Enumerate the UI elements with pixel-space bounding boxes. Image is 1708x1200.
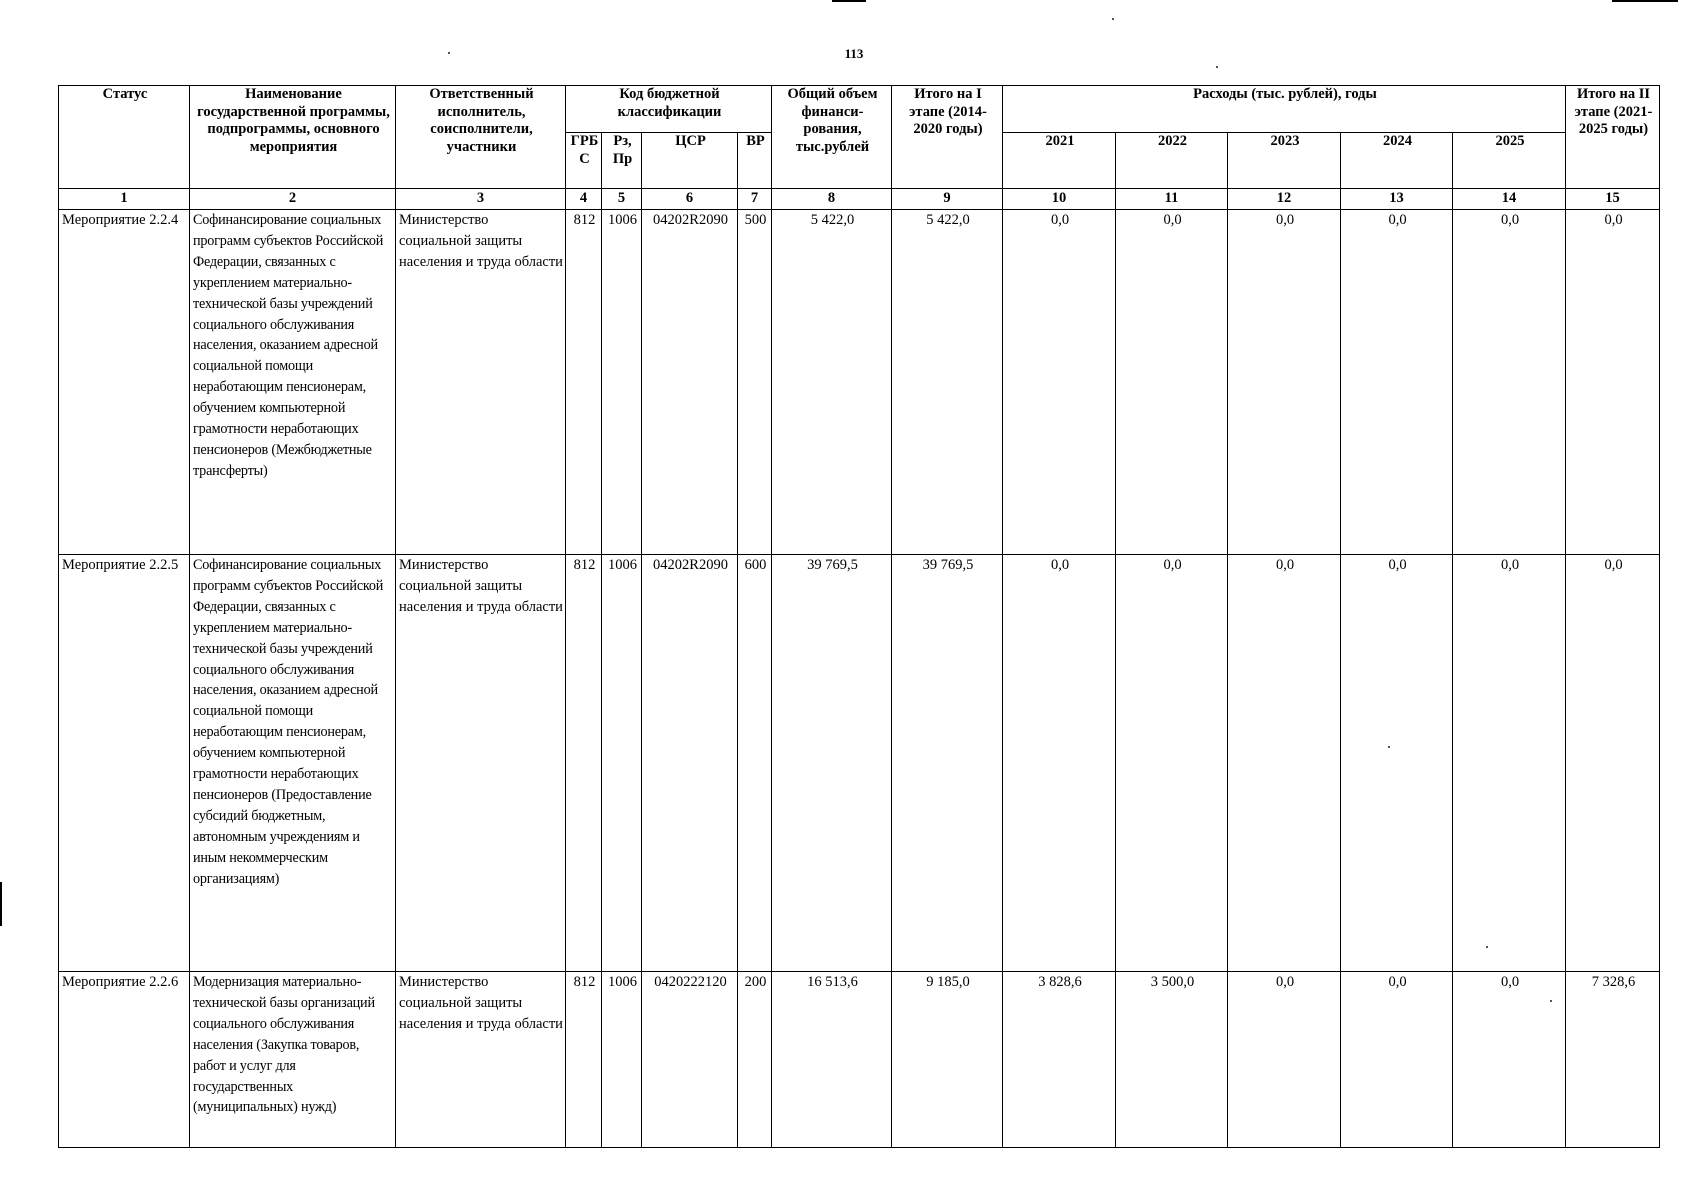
header-year-2021: 2021 — [1003, 133, 1116, 189]
row-vr: 600 — [738, 555, 772, 972]
column-number: 15 — [1566, 189, 1660, 210]
header-total-volume: Общий объем финанси-рования, тыс.рублей — [772, 86, 892, 189]
row-name: Софинансирование социальных программ субъектов Российской Федерации, связанных с укреплением материально-технической базы учреждений социального обслуживания населения, оказанием адресной социальной помощи неработающим пенсионерам, обучением компьютерной грамотности неработающих пенсионеров (Межбюджетные трансферты) — [190, 210, 396, 555]
column-number: 4 — [566, 189, 602, 210]
row-grbs: 812 — [566, 972, 602, 1148]
row-rzpr: 1006 — [602, 555, 642, 972]
column-number: 14 — [1453, 189, 1566, 210]
column-number: 13 — [1341, 189, 1453, 210]
scan-speck — [1112, 18, 1114, 20]
column-number: 10 — [1003, 189, 1116, 210]
row-2022: 3 500,0 — [1116, 972, 1228, 1148]
header-year-2025: 2025 — [1453, 133, 1566, 189]
header-year-2023: 2023 — [1228, 133, 1341, 189]
row-status: Мероприятие 2.2.4 — [59, 210, 190, 555]
header-csr: ЦСР — [642, 133, 738, 189]
row-csr: 0420222120 — [642, 972, 738, 1148]
row-name: Модернизация материально-технической базы организаций социального обслуживания населения (Закупка товаров, работ и услуг для государственных (муниципальных) нужд) — [190, 972, 396, 1148]
budget-table — [58, 85, 1660, 1148]
column-number: 7 — [738, 189, 772, 210]
row-2024: 0,0 — [1341, 210, 1453, 555]
row-2023: 0,0 — [1228, 972, 1341, 1148]
row-2025: 0,0 — [1453, 555, 1566, 972]
row-stage1: 39 769,5 — [892, 555, 1003, 972]
row-2021: 0,0 — [1003, 555, 1116, 972]
row-stage1: 5 422,0 — [892, 210, 1003, 555]
page-number: 113 — [844, 46, 864, 61]
row-executor: Министерство социальной защиты населения и труда области — [396, 555, 566, 972]
row-grbs: 812 — [566, 555, 602, 972]
header-executor: Ответственный исполнитель, соисполнители, участники — [396, 86, 566, 189]
row-rzpr: 1006 — [602, 210, 642, 555]
row-executor: Министерство социальной защиты населения и труда области — [396, 210, 566, 555]
column-number: 11 — [1116, 189, 1228, 210]
header-program-name: Наименование государственной программы, подпрограммы, основного мероприятия — [190, 86, 396, 189]
column-number: 12 — [1228, 189, 1341, 210]
column-number: 9 — [892, 189, 1003, 210]
column-number: 8 — [772, 189, 892, 210]
scan-speck — [1216, 66, 1218, 68]
column-number: 6 — [642, 189, 738, 210]
row-grbs: 812 — [566, 210, 602, 555]
row-2021: 0,0 — [1003, 210, 1116, 555]
row-2024: 0,0 — [1341, 555, 1453, 972]
header-budget-code: Код бюджетной классификации — [566, 86, 772, 133]
row-stage1: 9 185,0 — [892, 972, 1003, 1148]
row-stage2: 0,0 — [1566, 555, 1660, 972]
scan-edge-mark — [1612, 0, 1678, 2]
row-rzpr: 1006 — [602, 972, 642, 1148]
row-2023: 0,0 — [1228, 555, 1341, 972]
row-2021: 3 828,6 — [1003, 972, 1116, 1148]
scan-edge-mark — [0, 882, 2, 926]
row-2025: 0,0 — [1453, 210, 1566, 555]
column-number: 1 — [59, 189, 190, 210]
row-total: 16 513,6 — [772, 972, 892, 1148]
row-executor: Министерство социальной защиты населения и труда области — [396, 972, 566, 1148]
row-2023: 0,0 — [1228, 210, 1341, 555]
row-2025: 0,0 — [1453, 972, 1566, 1148]
row-2022: 0,0 — [1116, 210, 1228, 555]
table-row — [59, 972, 1660, 1148]
row-total: 5 422,0 — [772, 210, 892, 555]
row-name: Софинансирование социальных программ субъектов Российской Федерации, связанных с укреплением материально-технической базы учреждений социального обслуживания населения, оказанием адресной социальной помощи неработающим пенсионерам, обучением компьютерной грамотности неработающих пенсионеров (Предоставление субсидий бюджетным, автономным учреждениям и иным некоммерческим организациям) — [190, 555, 396, 972]
header-rzpr: Рз, Пр — [602, 133, 642, 189]
row-stage2: 0,0 — [1566, 210, 1660, 555]
column-number: 3 — [396, 189, 566, 210]
row-status: Мероприятие 2.2.6 — [59, 972, 190, 1148]
row-csr: 04202R2090 — [642, 210, 738, 555]
header-year-2022: 2022 — [1116, 133, 1228, 189]
column-number: 5 — [602, 189, 642, 210]
row-status: Мероприятие 2.2.5 — [59, 555, 190, 972]
header-stage1-total: Итого на I этапе (2014-2020 годы) — [892, 86, 1003, 189]
header-vr: ВР — [738, 133, 772, 189]
header-grbs: ГРБ С — [566, 133, 602, 189]
header-stage2-total: Итого на II этапе (2021-2025 годы) — [1566, 86, 1660, 189]
header-year-2024: 2024 — [1341, 133, 1453, 189]
table-row — [59, 210, 1660, 555]
row-2024: 0,0 — [1341, 972, 1453, 1148]
header-status: Статус — [59, 86, 190, 189]
table-row — [59, 555, 1660, 972]
row-vr: 500 — [738, 210, 772, 555]
header-expenses: Расходы (тыс. рублей), годы — [1003, 86, 1566, 133]
column-number: 2 — [190, 189, 396, 210]
scan-edge-mark — [832, 0, 866, 2]
row-vr: 200 — [738, 972, 772, 1148]
row-2022: 0,0 — [1116, 555, 1228, 972]
row-stage2: 7 328,6 — [1566, 972, 1660, 1148]
row-total: 39 769,5 — [772, 555, 892, 972]
row-csr: 04202R2090 — [642, 555, 738, 972]
